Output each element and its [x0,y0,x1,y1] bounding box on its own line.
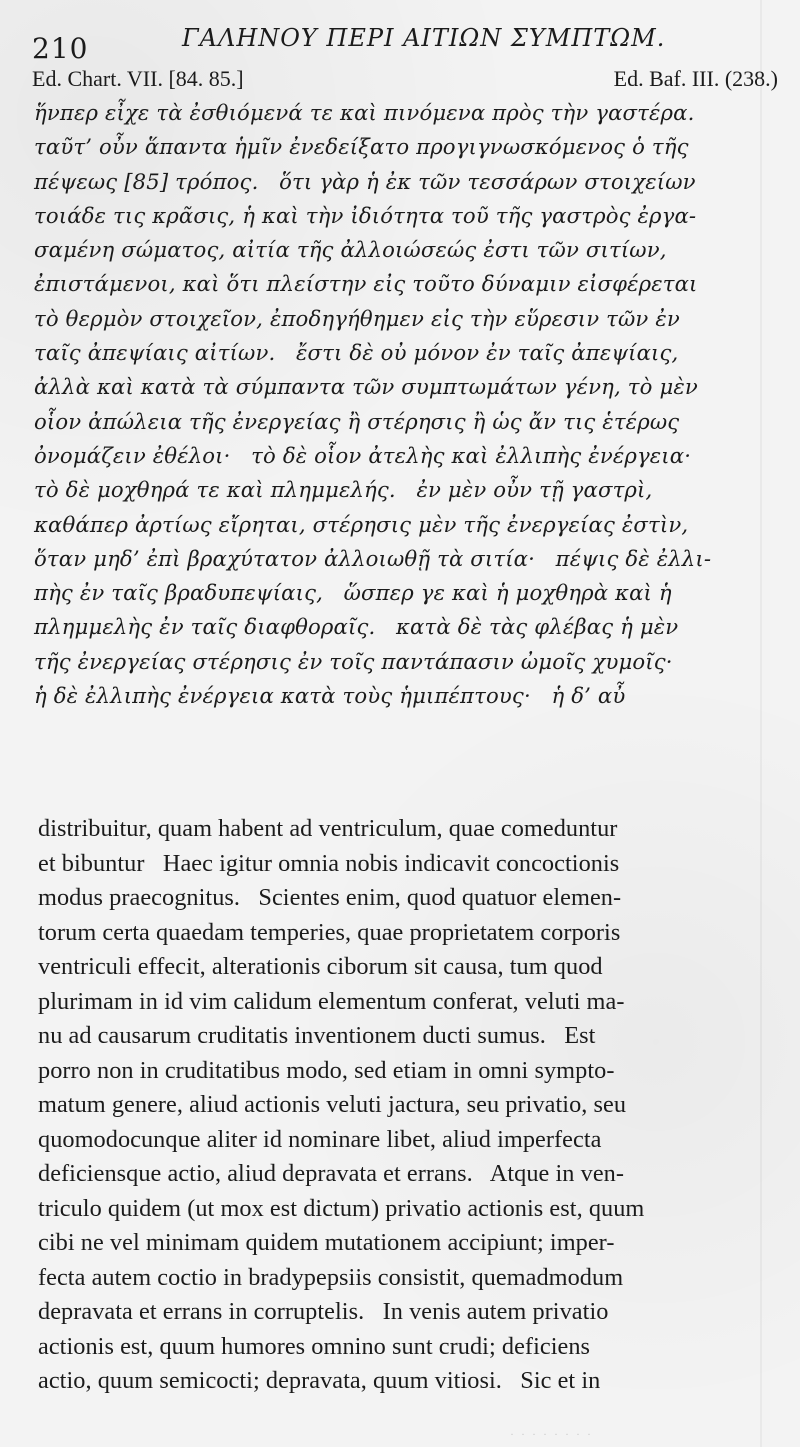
latin-line: distribuitur, quam habent ad ventriculum, quae comeduntur [38,815,618,842]
latin-line: quomodocunque aliter id nominare libet, aliud imperfecta [38,1125,602,1153]
running-title: ΓΑΛΗΝΟΥ ΠΕΡΙ ΑΙΤΙΩΝ ΣΥΜΠΤΩΜ. [182,24,666,52]
greek-line: τῆς ἐνεργείας στέρησις ἐν τοῖς παντάπασιν ὠμοῖς χυμοῖς· [34,648,673,674]
latin-line: fecta autem coctio in bradypepsiis consistit, quemadmodum [38,1263,624,1291]
greek-line: ἥνπερ εἶχε τὰ ἐσθιόμενά τε καὶ πινόμενα πρὸς τὴν γαστέρα. [34,100,695,125]
latin-line: ventriculi effecit, alterationis ciborum sit causa, tum quod [38,953,603,980]
running-head [32,20,776,64]
greek-line: σαμένη σώματος, αἰτία τῆς ἀλλοιώσεώς ἐστι τῶν σιτίων, [34,237,667,263]
greek-line: πέψεως [85] τρόπος. ὅτι γὰρ ἡ ἐκ τῶν τεσσάρων στοιχείων [34,168,696,194]
latin-line: actionis est, quum humores omnino sunt crudi; deficiens [38,1332,591,1360]
latin-line: cibi ne vel minimam quidem mutationem accipiunt; imper- [38,1229,615,1256]
latin-line: modus praecognitus. Scientes enim, quod quatuor elemen- [38,884,622,911]
latin-line: plurimam in id vim calidum elementum conferat, veluti ma- [38,987,625,1015]
latin-line: deficiensque actio, aliud depravata et errans. Atque in ven- [38,1160,624,1187]
greek-line: πλημμελὴς ἐν ταῖς διαφθοραῖς. κατὰ δὲ τὰς φλέβας ἡ μὲν [34,614,679,640]
latin-line: nu ad causarum cruditatis inventionem ducti sumus. Est [38,1022,596,1049]
greek-line: πὴς ἐν ταῖς βραδυπεψίαις, ὥσπερ γε καὶ ἡ μοχθηρὰ καὶ ἡ [34,580,672,606]
latin-line: torum certa quaedam temperies, quae proprietatem corporis [38,918,621,946]
greek-line: ἐπιστάμενοι, καὶ ὅτι πλείστην εἰς τοῦτο δύναμιν εἰσφέρεται [34,271,698,297]
greek-line: τοιάδε τις κρᾶσις, ἡ καὶ τὴν ἰδιότητα τοῦ τῆς γαστρὸς ἐργα- [34,202,697,228]
greek-line: οἷον ἀπώλεια τῆς ἐνεργείας ἢ στέρησις ἢ ὡς ἄν τις ἑτέρως [34,408,680,434]
greek-line: ταῦτ’ οὖν ἅπαντα ἡμῖν ἐνεδείξατο προγιγνωσκόμενος ὁ τῆς [34,134,689,160]
greek-line: ἀλλὰ καὶ κατὰ τὰ σύμπαντα τῶν συμπτωμάτων γένη, τὸ μὲν [34,374,698,400]
latin-line: et bibuntur Haec igitur omnia nobis indicavit concoctionis [38,849,620,877]
latin-line: depravata et errans in corruptelis. In venis autem privatio [38,1298,609,1325]
greek-line: ὀνομάζειν ἐθέλοι· τὸ δὲ οἷον ἀτελὴς καὶ ἐλλιπὴς ἐνέργεια· [34,442,692,468]
basel-edition-reference: Ed. Baf. III. (238.) [613,66,778,91]
faint-bleedthrough: · · · · · · · · [510,1427,593,1441]
greek-line: τὸ δὲ μοχθηρά τε καὶ πλημμελής. ἐν μὲν οὖν τῇ γαστρὶ, [34,477,653,503]
chartier-edition-reference: Ed. Chart. VII. [84. 85.] [32,66,244,91]
greek-line: τὸ θερμὸν στοιχεῖον, ἐποδηγήθημεν εἰς τὴν εὕρεσιν τῶν ἐν [34,305,680,331]
greek-line: ὅταν μηδ’ ἐπὶ βραχύτατον ἀλλοιωθῇ τὰ σιτία· πέψις δὲ ἐλλι- [34,545,712,571]
greek-text-block [34,96,764,713]
latin-line: actio, quum semicocti; depravata, quum vitiosi. Sic et in [38,1367,601,1394]
edition-reference-line [32,66,778,98]
greek-line: ἡ δὲ ἐλλιπὴς ἐνέργεια κατὰ τοὺς ἡμιπέπτους· ἡ δ’ αὖ [34,683,626,709]
latin-line: triculo quidem (ut mox est dictum) privatio actionis est, quum [38,1194,645,1222]
latin-line: matum genere, aliud actionis veluti jactura, seu privatio, seu [38,1091,627,1118]
page-number: 210 [32,32,89,65]
latin-translation-block [38,812,768,1399]
latin-line: porro non in cruditatibus modo, sed etiam in omni sympto- [38,1056,615,1084]
greek-line: καθάπερ ἀρτίως εἴρηται, στέρησις μὲν τῆς ἐνεργείας ἐστὶν, [34,511,689,537]
greek-line: ταῖς ἀπεψίαις αἰτίων. ἔστι δὲ οὐ μόνον ἐν ταῖς ἀπεψίαις, [34,340,679,366]
